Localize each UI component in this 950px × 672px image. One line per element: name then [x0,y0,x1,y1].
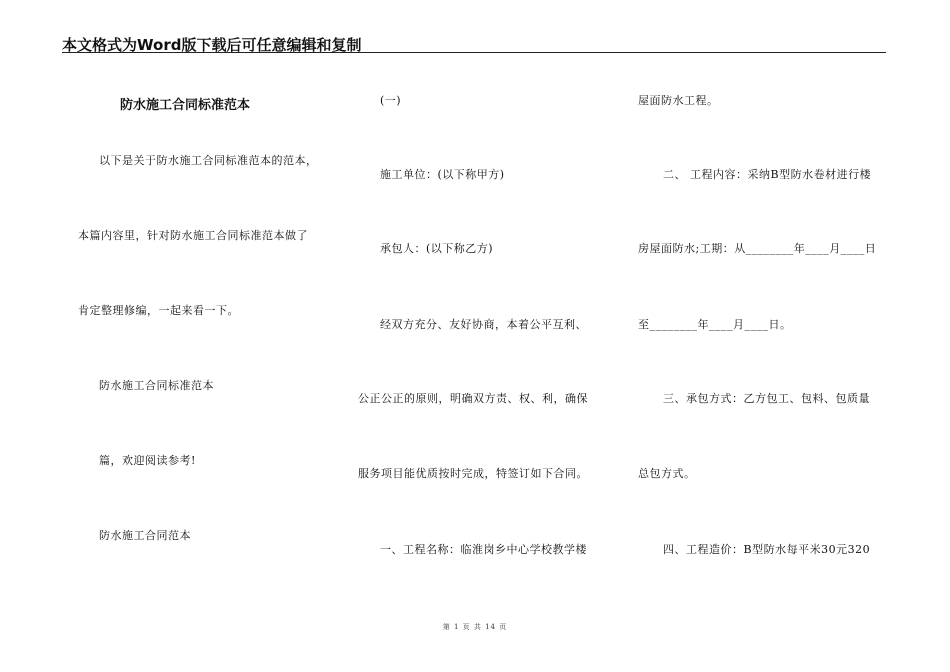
col2-line-3: 承包人：(以下称乙方) [380,242,494,255]
col1-line-5: 篇，欢迎阅读参考! [99,454,196,467]
col2-line-7: 一、工程名称：临淮岗乡中心学校教学楼 [380,543,587,556]
col1-line-1: 以下是关于防水施工合同标准范本的范本， [99,154,318,167]
header-divider [62,52,886,53]
col2-line-4: 经双方充分、友好协商，本着公平互利、 [380,318,587,331]
col1-line-6: 防水施工合同范本 [99,529,191,542]
col3-line-6: 总包方式。 [638,467,696,480]
header-title: 本文格式为Word版下载后可任意编辑和复制 [62,36,362,54]
col2-line-6: 服务项目能优质按时完成，特签订如下合同。 [358,467,588,480]
document-title: 防水施工合同标准范本 [120,98,251,113]
col2-line-2: 施工单位：(以下称甲方) [380,168,505,181]
col1-line-3: 肯定整理修编，一起来看一下。 [78,304,239,317]
page-number-footer: 第 1 页 共 14 页 [442,623,508,631]
col3-line-3: 房屋面防水;工期：从________年____月____日 [638,242,877,255]
col3-line-7: 四、工程造价：B型防水每平米30元320 [663,543,871,556]
col3-line-5: 三、承包方式：乙方包工、包料、包质量 [663,392,870,405]
col3-line-1: 屋面防水工程。 [638,94,719,107]
col2-line-1: (一) [380,94,402,107]
col1-line-2: 本篇内容里，针对防水施工合同标准范本做了 [78,229,308,242]
col3-line-2: 二、 工程内容：采纳B型防水卷材进行楼 [663,168,872,181]
col3-line-4: 至________年____月____日。 [638,318,792,331]
col2-line-5: 公正公正的原则，明确双方责、权、利，确保 [358,392,588,405]
col1-line-4: 防水施工合同标准范本 [99,379,214,392]
